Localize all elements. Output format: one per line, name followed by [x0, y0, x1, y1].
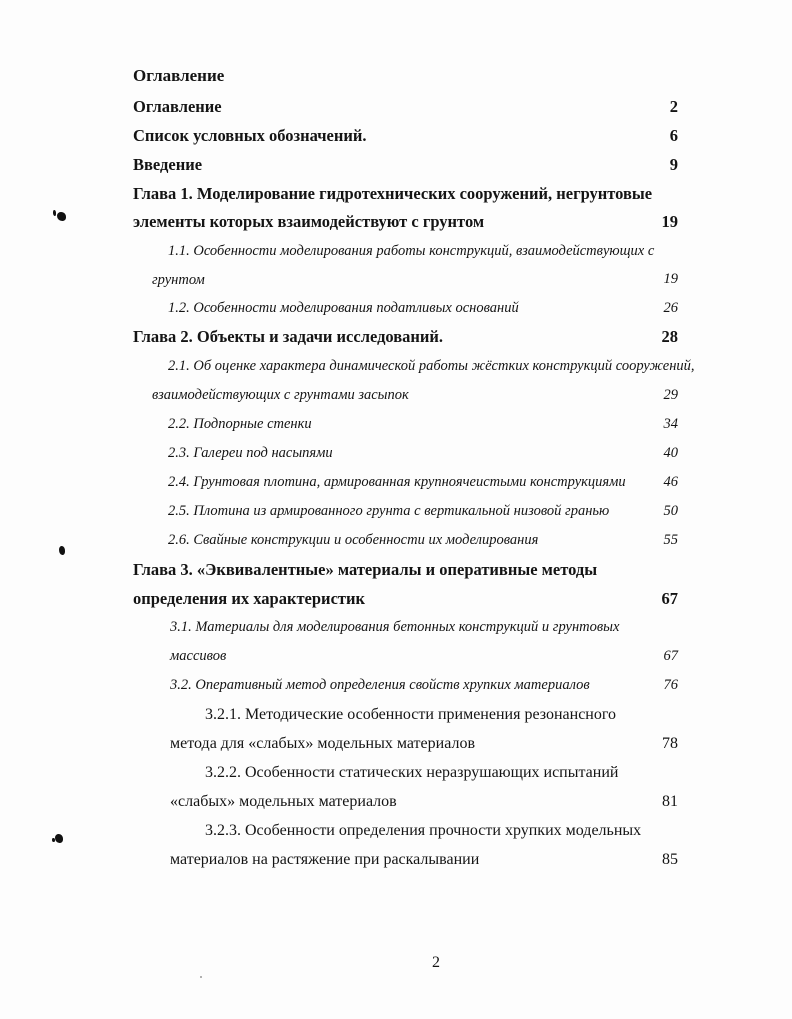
toc-entry-chapter-3-line-2[interactable]: определения их характеристик [133, 589, 366, 608]
toc-entry-subsection-3-2-2-line-1[interactable]: 3.2.2. Особенности статических неразрушающих испытаний [205, 764, 619, 781]
toc-page-number: 2 [669, 97, 678, 116]
toc-entry-subsection-3-2-3-line-2[interactable]: материалов на растяжение при раскалывании [170, 851, 480, 868]
toc-page-number: 67 [661, 589, 678, 608]
toc-page-number: 19 [663, 271, 678, 287]
toc-page-number: 55 [663, 532, 678, 548]
scan-speck [200, 976, 202, 978]
toc-page-number: 6 [669, 126, 678, 145]
toc-page-number: 50 [663, 503, 678, 519]
scan-speck [53, 210, 56, 216]
toc-entry-section-3-2[interactable]: 3.2. Оперативный метод определения свойств хрупких материалов [170, 677, 590, 693]
toc-page-number: 19 [661, 212, 678, 231]
toc-page-number: 85 [662, 851, 678, 868]
toc-entry-section-1-1-line-2[interactable]: грунтом [152, 272, 205, 288]
toc-entry-section-2-3[interactable]: 2.3. Галереи под насыпями [168, 445, 333, 461]
toc-title: Оглавление [133, 66, 225, 85]
toc-entry-subsection-3-2-1-line-2[interactable]: метода для «слабых» модельных материалов [170, 735, 475, 752]
toc-page-number: 40 [663, 445, 678, 461]
toc-entry-contents[interactable]: Оглавление [133, 97, 222, 116]
toc-page-number: 28 [661, 327, 678, 346]
scan-speck [52, 838, 55, 842]
toc-page-number: 78 [662, 735, 678, 752]
toc-page-number: 46 [663, 474, 678, 490]
toc-entry-section-3-1-line-2[interactable]: массивов [170, 648, 227, 664]
toc-entry-chapter-2[interactable]: Глава 2. Объекты и задачи исследований. [133, 327, 444, 346]
toc-entry-subsection-3-2-3-line-1[interactable]: 3.2.3. Особенности определения прочности хрупких модельных [205, 822, 642, 839]
toc-entry-section-2-1-line-2[interactable]: взаимодействующих с грунтами засыпок [152, 387, 409, 403]
toc-entry-section-2-1-line-1[interactable]: 2.1. Об оценке характера динамической работы жёстких конструкций сооружений, [168, 358, 695, 374]
toc-entry-chapter-1-line-1[interactable]: Глава 1. Моделирование гидротехнических сооружений, негрунтовые [133, 184, 653, 203]
toc-entry-section-2-2[interactable]: 2.2. Подпорные стенки [168, 416, 312, 432]
toc-entry-abbreviations[interactable]: Список условных обозначений. [133, 126, 367, 145]
toc-entry-section-1-1-line-1[interactable]: 1.1. Особенности моделирования работы конструкций, взаимодействующих с [168, 243, 655, 259]
toc-entry-chapter-3-line-1[interactable]: Глава 3. «Эквивалентные» материалы и оперативные методы [133, 560, 598, 579]
toc-entry-section-1-2[interactable]: 1.2. Особенности моделирования податливых оснований [168, 300, 519, 316]
toc-entry-chapter-1-line-2[interactable]: элементы которых взаимодействуют с грунтом [133, 212, 485, 231]
toc-entry-section-2-5[interactable]: 2.5. Плотина из армированного грунта с вертикальной низовой гранью [168, 503, 610, 519]
toc-entry-section-2-6[interactable]: 2.6. Свайные конструкции и особенности их моделирования [168, 532, 539, 548]
toc-entry-introduction[interactable]: Введение [133, 155, 203, 174]
scan-speck [57, 212, 66, 221]
toc-entry-section-3-1-line-1[interactable]: 3.1. Материалы для моделирования бетонных конструкций и грунтовых [170, 619, 620, 635]
scan-speck [55, 834, 63, 843]
page-number: 2 [432, 954, 440, 971]
toc-entry-subsection-3-2-2-line-2[interactable]: «слабых» модельных материалов [170, 793, 397, 810]
toc-page-number: 29 [663, 387, 678, 403]
scan-speck [59, 546, 65, 555]
toc-page-number: 76 [663, 677, 678, 693]
toc-page-number: 81 [662, 793, 678, 810]
toc-entry-subsection-3-2-1-line-1[interactable]: 3.2.1. Методические особенности применения резонансного [205, 706, 617, 723]
toc-page-number: 9 [669, 155, 678, 174]
toc-page-number: 34 [663, 416, 678, 432]
toc-entry-section-2-4[interactable]: 2.4. Грунтовая плотина, армированная крупноячеистыми конструкциями [168, 474, 626, 490]
toc-page-number: 67 [663, 648, 678, 664]
toc-page-number: 26 [663, 300, 678, 316]
